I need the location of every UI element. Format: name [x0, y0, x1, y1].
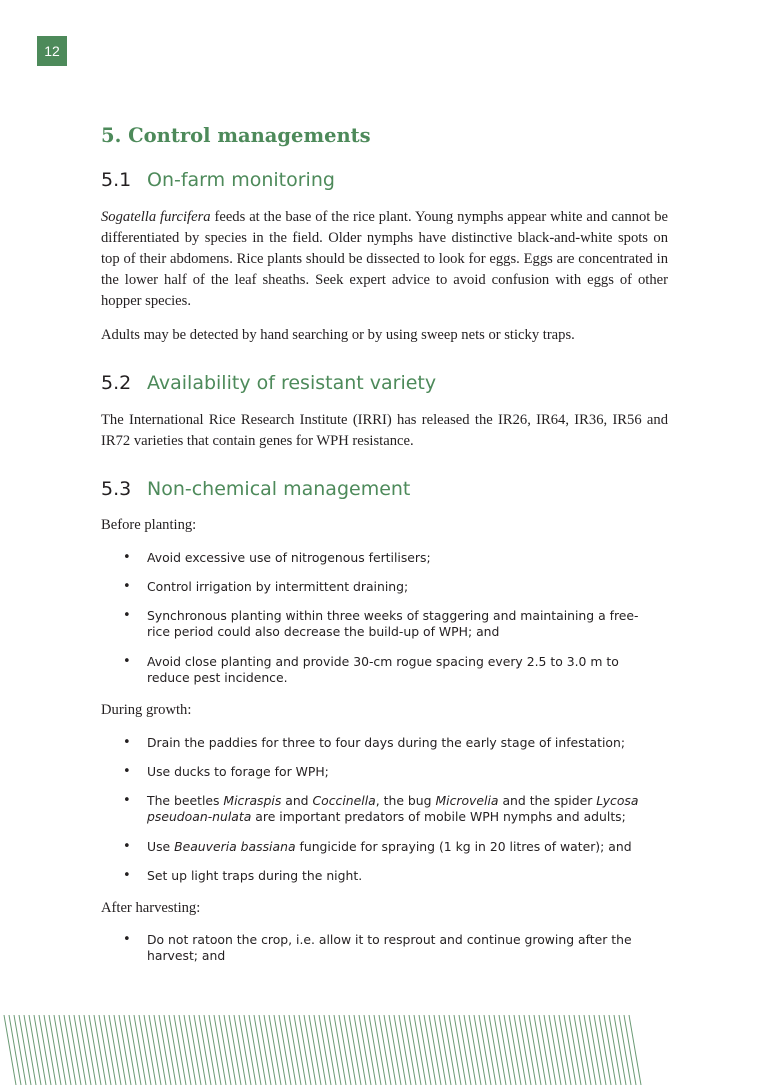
- stripe-line: [589, 1015, 601, 1085]
- stripe-line: [514, 1015, 526, 1085]
- stripe-line: [609, 1015, 621, 1085]
- stripe-line: [9, 1015, 21, 1085]
- stripe-line: [174, 1015, 186, 1085]
- subsection-heading-5-1: [101, 169, 335, 191]
- stripe-line: [584, 1015, 596, 1085]
- stripe-line: [239, 1015, 251, 1085]
- stripe-line: [564, 1015, 576, 1085]
- stripe-line: [274, 1015, 286, 1085]
- stripe-line: [579, 1015, 591, 1085]
- stripe-line: [184, 1015, 196, 1085]
- subsection-number: 5.2: [101, 372, 132, 394]
- stripe-line: [494, 1015, 506, 1085]
- stripe-line: [344, 1015, 356, 1085]
- list-item: • Control irrigation by intermittent draining;: [123, 579, 409, 594]
- stripe-line: [64, 1015, 76, 1085]
- stripe-line: [464, 1015, 476, 1085]
- stripe-line: [39, 1015, 51, 1085]
- stripe-line: [204, 1015, 216, 1085]
- stripe-line: [104, 1015, 116, 1085]
- stripe-line: [534, 1015, 546, 1085]
- stripe-line: [524, 1015, 536, 1085]
- stripe-line: [199, 1015, 211, 1085]
- stripe-line: [244, 1015, 256, 1085]
- list-item: • Avoid close planting and provide 30-cm rogue spacing every 2.5 to 3.0 m to reduce pest incidence.: [123, 654, 619, 685]
- stripe-line: [379, 1015, 391, 1085]
- stripe-line: [229, 1015, 241, 1085]
- stripe-line: [399, 1015, 411, 1085]
- stripe-line: [54, 1015, 66, 1085]
- stripe-line: [509, 1015, 521, 1085]
- stripe-line: [369, 1015, 381, 1085]
- stripe-line: [624, 1015, 636, 1085]
- species-name: Sogatella furcifera: [101, 209, 211, 225]
- list-item: • Avoid excessive use of nitrogenous fertilisers;: [123, 550, 431, 565]
- stripe-line: [404, 1015, 416, 1085]
- stripe-line: [574, 1015, 586, 1085]
- stripe-line: [319, 1015, 331, 1085]
- stripe-line: [254, 1015, 266, 1085]
- monitoring-paragraph-1-text: feeds at the base of the rice plant. Young nymphs appear white and cannot be differentiated by species in the field. Older nymphs have distinctive black-and-white spots on top of their abdomens. Rice plants should be dissected to look for eggs. Eggs are concentrated in the lower half of the leaf sheaths. Seek expert advice to avoid confusion with eggs of other hopper species.: [101, 209, 668, 309]
- stripe-line: [294, 1015, 306, 1085]
- subsection-title: Non-chemical management: [147, 478, 411, 500]
- stripe-line: [559, 1015, 571, 1085]
- subsection-number: 5.3: [101, 478, 132, 500]
- stripe-line: [24, 1015, 36, 1085]
- stripe-line: [479, 1015, 491, 1085]
- stripe-line: [19, 1015, 31, 1085]
- stripe-line: [259, 1015, 271, 1085]
- stripe-line: [169, 1015, 181, 1085]
- stripe-line: [339, 1015, 351, 1085]
- monitoring-paragraph-1: [101, 207, 668, 312]
- decorative-stripes: [0, 1015, 768, 1085]
- list-item: • The beetles Micraspis and Coccinella, the bug Microvelia and the spider Lycosa pseudoan-nulata are important predators of mobile WPH nymphs and adults;: [123, 793, 639, 824]
- stripe-line: [14, 1015, 26, 1085]
- stripe-line: [264, 1015, 276, 1085]
- stripe-line: [74, 1015, 86, 1085]
- stripe-line: [349, 1015, 361, 1085]
- stripe-line: [444, 1015, 456, 1085]
- stripe-line: [124, 1015, 136, 1085]
- stripe-line: [419, 1015, 431, 1085]
- stripe-line: [44, 1015, 56, 1085]
- stripe-line: [414, 1015, 426, 1085]
- stripe-line: [99, 1015, 111, 1085]
- stripe-line: [489, 1015, 501, 1085]
- stripe-line: [79, 1015, 91, 1085]
- stripe-line: [249, 1015, 261, 1085]
- subsection-title: On-farm monitoring: [147, 169, 335, 191]
- list-item: • Synchronous planting within three weeks of staggering and maintaining a free-rice period could also decrease the build-up of WPH; and: [123, 608, 639, 639]
- stripe-line: [334, 1015, 346, 1085]
- stripe-line: [449, 1015, 461, 1085]
- stripe-line: [69, 1015, 81, 1085]
- stripe-line: [539, 1015, 551, 1085]
- stripe-line: [629, 1015, 641, 1085]
- stripe-line: [194, 1015, 206, 1085]
- stripe-line: [289, 1015, 301, 1085]
- stripe-line: [309, 1015, 321, 1085]
- stripe-line: [149, 1015, 161, 1085]
- section-title: 5. Control managements: [101, 124, 371, 147]
- stripe-line: [469, 1015, 481, 1085]
- stripe-line: [314, 1015, 326, 1085]
- subsection-heading-5-2: [101, 372, 436, 394]
- stripe-line: [4, 1015, 16, 1085]
- stripe-line: [84, 1015, 96, 1085]
- stripe-line: [359, 1015, 371, 1085]
- stripe-line: [164, 1015, 176, 1085]
- stripe-line: [139, 1015, 151, 1085]
- stripe-line: [144, 1015, 156, 1085]
- stripe-line: [504, 1015, 516, 1085]
- stripe-line: [304, 1015, 316, 1085]
- stripe-line: [544, 1015, 556, 1085]
- stripe-line: [499, 1015, 511, 1085]
- stripe-line: [299, 1015, 311, 1085]
- stripe-line: [429, 1015, 441, 1085]
- stripe-line: [394, 1015, 406, 1085]
- stripe-line: [384, 1015, 396, 1085]
- stripe-line: [114, 1015, 126, 1085]
- stripe-line: [529, 1015, 541, 1085]
- stripe-line: [599, 1015, 611, 1085]
- stripe-line: [594, 1015, 606, 1085]
- stripe-line: [389, 1015, 401, 1085]
- during-growth-label: During growth:: [101, 702, 192, 718]
- stripe-line: [34, 1015, 46, 1085]
- stripe-line: [329, 1015, 341, 1085]
- stripe-line: [484, 1015, 496, 1085]
- stripe-line: [324, 1015, 336, 1085]
- monitoring-paragraph-2: Adults may be detected by hand searching or by using sweep nets or sticky traps.: [101, 327, 575, 343]
- stripe-line: [109, 1015, 121, 1085]
- stripe-line: [454, 1015, 466, 1085]
- stripe-line: [89, 1015, 101, 1085]
- subsection-title: Availability of resistant variety: [147, 372, 437, 394]
- stripe-line: [224, 1015, 236, 1085]
- before-planting-label: Before planting:: [101, 517, 197, 533]
- stripe-line: [189, 1015, 201, 1085]
- resistant-paragraph: The International Rice Research Institute (IRRI) has released the IR26, IR64, IR36, IR56 and IR72 varieties that contain genes for WPH resistance.: [101, 412, 668, 449]
- list-item: • Use Beauveria bassiana fungicide for spraying (1 kg in 20 litres of water); and: [123, 839, 632, 854]
- stripe-line: [179, 1015, 191, 1085]
- stripe-line: [374, 1015, 386, 1085]
- subsection-heading-5-3: [101, 478, 410, 500]
- stripe-line: [129, 1015, 141, 1085]
- list-item: • Drain the paddies for three to four days during the early stage of infestation;: [123, 735, 625, 750]
- subsection-number: 5.1: [101, 169, 132, 191]
- list-item: • Set up light traps during the night.: [123, 868, 363, 883]
- stripe-line: [59, 1015, 71, 1085]
- stripe-line: [554, 1015, 566, 1085]
- stripe-line: [119, 1015, 131, 1085]
- list-item: • Use ducks to forage for WPH;: [123, 764, 329, 779]
- stripe-line: [474, 1015, 486, 1085]
- stripe-line: [424, 1015, 436, 1085]
- stripe-line: [434, 1015, 446, 1085]
- stripe-line: [209, 1015, 221, 1085]
- stripe-line: [159, 1015, 171, 1085]
- stripe-line: [284, 1015, 296, 1085]
- page-number-badge: 12: [37, 36, 67, 66]
- stripe-line: [29, 1015, 41, 1085]
- stripe-line: [459, 1015, 471, 1085]
- stripe-line: [409, 1015, 421, 1085]
- stripe-line: [134, 1015, 146, 1085]
- stripe-line: [549, 1015, 561, 1085]
- stripe-line: [439, 1015, 451, 1085]
- after-harvesting-label: After harvesting:: [101, 900, 201, 916]
- stripe-line: [214, 1015, 226, 1085]
- stripe-line: [234, 1015, 246, 1085]
- stripe-line: [619, 1015, 631, 1085]
- stripe-line: [354, 1015, 366, 1085]
- stripe-line: [569, 1015, 581, 1085]
- stripe-line: [154, 1015, 166, 1085]
- stripe-line: [604, 1015, 616, 1085]
- stripe-line: [49, 1015, 61, 1085]
- list-item: • Do not ratoon the crop, i.e. allow it to resprout and continue growing after the harvest; and: [123, 932, 632, 963]
- stripe-line: [269, 1015, 281, 1085]
- stripe-line: [219, 1015, 231, 1085]
- stripe-line: [614, 1015, 626, 1085]
- stripe-line: [94, 1015, 106, 1085]
- stripe-line: [364, 1015, 376, 1085]
- stripe-line: [519, 1015, 531, 1085]
- stripe-line: [279, 1015, 291, 1085]
